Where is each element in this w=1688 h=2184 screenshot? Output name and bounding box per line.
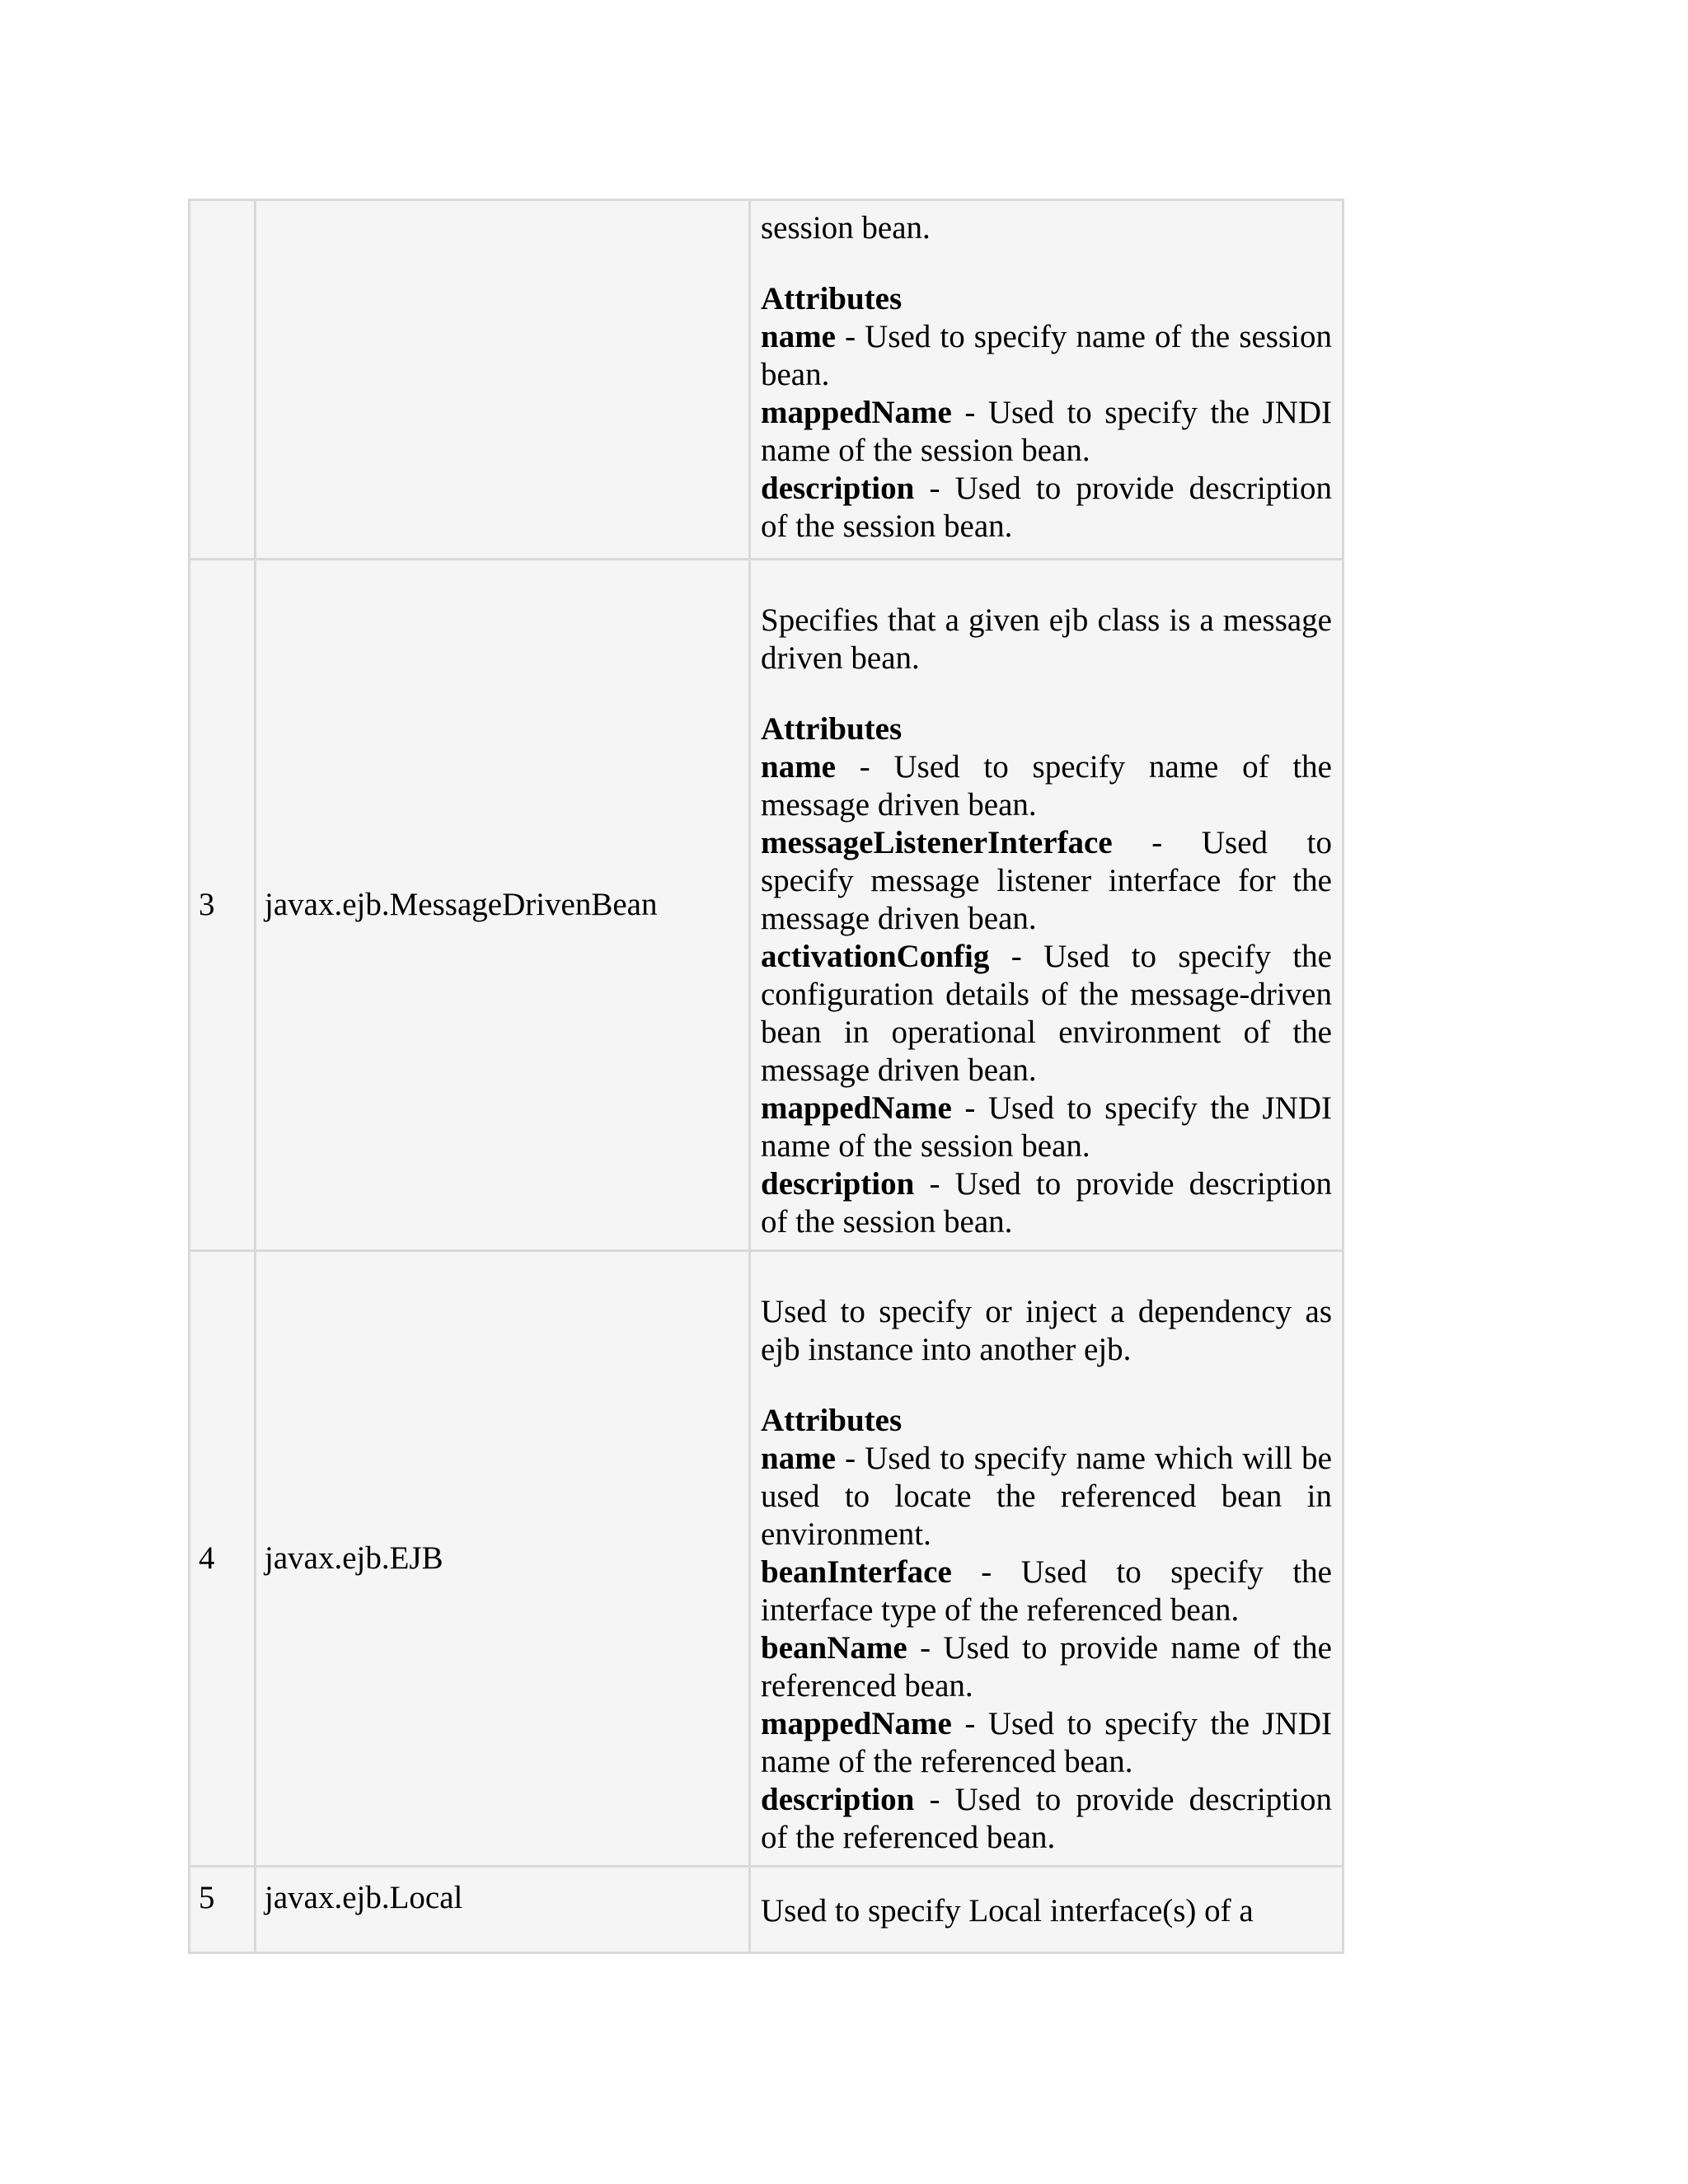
annotation-description — [750, 560, 1343, 1251]
row-number: 3 — [190, 560, 256, 1251]
table-row — [190, 1867, 1343, 1953]
attribute-name: name — [761, 749, 836, 785]
attribute-item: beanInterface - Used to specify the interface type of the referenced bean. — [761, 1554, 1332, 1628]
attribute-desc: Used to specify the interface type of the referenced bean. — [761, 1554, 1332, 1628]
row-number: 4 — [190, 1251, 256, 1867]
description-intro: Used to specify or inject a dependency as ejb instance into another ejb. — [761, 1294, 1332, 1367]
attribute-desc: Used to specify message listener interface for the message driven bean. — [761, 825, 1332, 936]
attribute-desc: Used to provide description of the referenced bean. — [761, 1782, 1332, 1855]
row-number: 5 — [190, 1867, 256, 1953]
annotation-description — [750, 1867, 1343, 1953]
attribute-item: description - Used to provide description of the session bean. — [761, 1166, 1332, 1240]
attributes-heading: Attributes — [761, 711, 903, 747]
attribute-item: activationConfig - Used to specify the configuration details of the message-driven bean in operational environment of the message driven bean. — [761, 939, 1332, 1088]
attribute-name: mappedName — [761, 395, 952, 430]
row-number — [190, 200, 256, 560]
attribute-item: mappedName - Used to specify the JNDI name of the session bean. — [761, 1090, 1332, 1164]
attribute-name: name — [761, 1441, 836, 1476]
attribute-desc: Used to provide name of the referenced bean. — [761, 1630, 1332, 1704]
attribute-name: description — [761, 471, 915, 506]
attribute-desc: Used to provide description of the session bean. — [761, 471, 1332, 544]
attributes-heading: Attributes — [761, 1403, 903, 1438]
annotation-name: javax.ejb.Local — [256, 1867, 750, 1953]
description-intro: Used to specify Local interface(s) of a — [761, 1893, 1254, 1929]
attribute-item: mappedName - Used to specify the JNDI name of the referenced bean. — [761, 1706, 1332, 1779]
attribute-name: beanInterface — [761, 1554, 952, 1590]
attribute-name: messageListenerInterface — [761, 825, 1113, 860]
attribute-desc: Used to specify the JNDI name of the referenced bean. — [761, 1706, 1332, 1779]
table-row — [190, 560, 1343, 1251]
attribute-desc: Used to provide description of the session bean. — [761, 1166, 1332, 1240]
attribute-item: description - Used to provide description of the referenced bean. — [761, 1782, 1332, 1855]
table-row — [190, 200, 1343, 560]
table-row — [190, 1251, 1343, 1867]
attribute-name: description — [761, 1166, 915, 1202]
attribute-name: name — [761, 319, 836, 354]
description-intro: Specifies that a given ejb class is a message driven bean. — [761, 602, 1332, 676]
attributes-heading: Attributes — [761, 281, 903, 316]
attribute-item: description - Used to provide description of the session bean. — [761, 471, 1332, 544]
attribute-desc: Used to specify name of the session bean. — [761, 319, 1332, 392]
attribute-name: mappedName — [761, 1706, 952, 1741]
attribute-name: mappedName — [761, 1090, 952, 1126]
attribute-item: name - Used to specify name of the session bean. — [761, 319, 1332, 392]
attribute-desc: Used to specify the configuration details of the message-driven bean in operational environment of the message driven bean. — [761, 939, 1332, 1088]
description-intro: session bean. — [761, 210, 931, 246]
attribute-desc: Used to specify the JNDI name of the session bean. — [761, 395, 1332, 468]
attribute-desc: Used to specify the JNDI name of the session bean. — [761, 1090, 1332, 1164]
annotation-name — [256, 200, 750, 560]
annotation-name: javax.ejb.MessageDrivenBean — [256, 560, 750, 1251]
attribute-name: description — [761, 1782, 915, 1817]
attribute-item: beanName - Used to provide name of the referenced bean. — [761, 1630, 1332, 1704]
attribute-item: mappedName - Used to specify the JNDI name of the session bean. — [761, 395, 1332, 468]
attribute-item: messageListenerInterface - Used to specify message listener interface for the message driven bean. — [761, 825, 1332, 936]
attribute-desc: Used to specify name which will be used to locate the referenced bean in environment. — [761, 1441, 1332, 1552]
annotation-description — [750, 1251, 1343, 1867]
attribute-name: activationConfig — [761, 939, 990, 974]
attribute-desc: Used to specify name of the message driven bean. — [761, 749, 1332, 823]
annotations-table — [188, 199, 1344, 1954]
attribute-name: beanName — [761, 1630, 907, 1666]
attribute-item: name - Used to specify name of the message driven bean. — [761, 749, 1332, 823]
attribute-item: name - Used to specify name which will be used to locate the referenced bean in environment. — [761, 1441, 1332, 1552]
annotation-name: javax.ejb.EJB — [256, 1251, 750, 1867]
annotation-description — [750, 200, 1343, 560]
